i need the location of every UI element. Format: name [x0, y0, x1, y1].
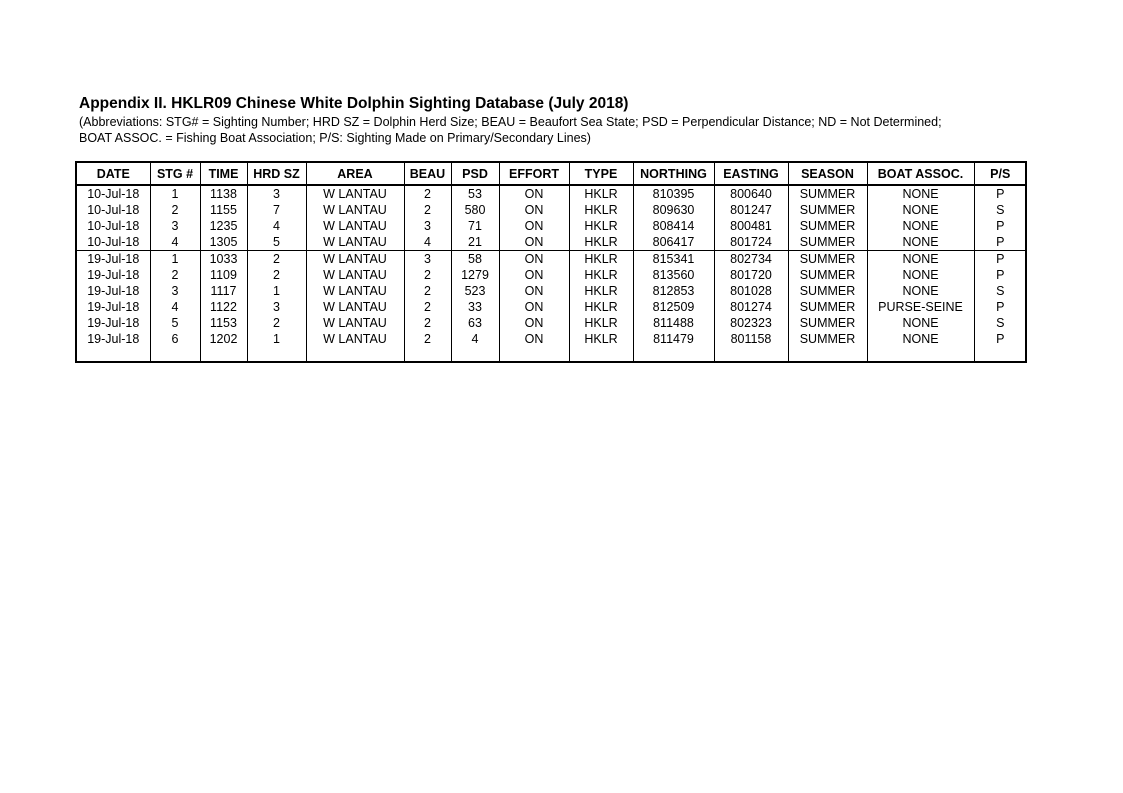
filler-cell — [451, 347, 499, 361]
cell-area: W LANTAU — [306, 267, 404, 283]
cell-stg: 4 — [150, 234, 200, 251]
cell-psd: 63 — [451, 315, 499, 331]
cell-stg: 3 — [150, 218, 200, 234]
cell-herd-size: 3 — [247, 299, 306, 315]
cell-boat-assoc: NONE — [867, 331, 974, 347]
cell-boat-assoc: NONE — [867, 218, 974, 234]
cell-stg: 2 — [150, 202, 200, 218]
column-header-northing: NORTHING — [633, 163, 714, 185]
column-header-boat-assoc: BOAT ASSOC. — [867, 163, 974, 185]
cell-northing: 806417 — [633, 234, 714, 251]
table-row — [77, 283, 1026, 299]
table-body — [77, 185, 1026, 361]
cell-easting: 802323 — [714, 315, 788, 331]
cell-date: 19-Jul-18 — [87, 315, 140, 330]
table-row — [77, 251, 1026, 268]
cell-season: SUMMER — [788, 267, 867, 283]
filler-cell — [788, 347, 867, 361]
cell-boat-assoc: NONE — [867, 234, 974, 251]
filler-cell — [306, 347, 404, 361]
cell-p-s: P — [974, 234, 1026, 251]
table-filler-row — [77, 347, 1026, 361]
table-row — [77, 185, 1026, 202]
cell-stg: 3 — [150, 283, 200, 299]
cell-easting: 801720 — [714, 267, 788, 283]
cell-date: 10-Jul-18 — [87, 234, 140, 249]
cell-northing: 809630 — [633, 202, 714, 218]
cell-psd: 53 — [451, 185, 499, 202]
cell-effort: ON — [499, 185, 569, 202]
cell-boat-assoc: NONE — [867, 185, 974, 202]
cell-p-s: P — [974, 185, 1026, 202]
filler-cell — [77, 347, 150, 361]
sighting-table — [77, 163, 1026, 361]
cell-area: W LANTAU — [306, 315, 404, 331]
cell-time: 1033 — [200, 251, 247, 268]
column-header-type: TYPE — [569, 163, 633, 185]
cell-easting: 801247 — [714, 202, 788, 218]
cell-psd: 4 — [451, 331, 499, 347]
table-row — [77, 267, 1026, 283]
cell-type: HKLR — [569, 331, 633, 347]
cell-area: W LANTAU — [306, 283, 404, 299]
cell-herd-size: 1 — [247, 331, 306, 347]
cell-herd-size: 7 — [247, 202, 306, 218]
cell-stg: 1 — [150, 185, 200, 202]
filler-cell — [714, 347, 788, 361]
filler-cell — [200, 347, 247, 361]
cell-easting: 802734 — [714, 251, 788, 268]
table-row — [77, 218, 1026, 234]
filler-cell — [499, 347, 569, 361]
filler-cell — [867, 347, 974, 361]
cell-time: 1153 — [200, 315, 247, 331]
abbreviations-note-line-1: (Abbreviations: STG# = Sighting Number; HRD SZ = Dolphin Herd Size; BEAU = Beaufort Sea State; PSD = Perpendicular Distance; ND = Not Determined; — [79, 115, 942, 129]
cell-northing: 813560 — [633, 267, 714, 283]
filler-cell — [569, 347, 633, 361]
cell-time: 1202 — [200, 331, 247, 347]
cell-type: HKLR — [569, 283, 633, 299]
cell-easting: 801158 — [714, 331, 788, 347]
cell-effort: ON — [499, 267, 569, 283]
cell-season: SUMMER — [788, 299, 867, 315]
cell-beau: 2 — [404, 299, 451, 315]
cell-time: 1138 — [200, 185, 247, 202]
cell-date: 19-Jul-18 — [87, 331, 140, 346]
cell-type: HKLR — [569, 202, 633, 218]
cell-type: HKLR — [569, 218, 633, 234]
cell-p-s: S — [974, 283, 1026, 299]
cell-herd-size: 1 — [247, 283, 306, 299]
cell-time: 1305 — [200, 234, 247, 251]
cell-p-s: P — [974, 331, 1026, 347]
cell-beau: 4 — [404, 234, 451, 251]
cell-beau: 3 — [404, 251, 451, 268]
cell-boat-assoc: NONE — [867, 251, 974, 268]
cell-type: HKLR — [569, 251, 633, 268]
cell-p-s: P — [974, 251, 1026, 268]
cell-date: 19-Jul-18 — [87, 299, 140, 314]
cell-psd: 33 — [451, 299, 499, 315]
column-header-beau: BEAU — [404, 163, 451, 185]
cell-season: SUMMER — [788, 331, 867, 347]
cell-herd-size: 2 — [247, 315, 306, 331]
cell-date: 10-Jul-18 — [87, 218, 140, 233]
cell-date: 10-Jul-18 — [87, 202, 140, 217]
abbreviations-note-line-2: BOAT ASSOC. = Fishing Boat Association; P/S: Sighting Made on Primary/Secondary Lines) — [79, 131, 591, 145]
cell-season: SUMMER — [788, 315, 867, 331]
cell-season: SUMMER — [788, 251, 867, 268]
cell-time: 1235 — [200, 218, 247, 234]
cell-herd-size: 2 — [247, 267, 306, 283]
column-header-herd-size: HRD SZ — [247, 163, 306, 185]
cell-herd-size: 4 — [247, 218, 306, 234]
cell-psd: 58 — [451, 251, 499, 268]
table-row — [77, 202, 1026, 218]
cell-p-s: P — [974, 218, 1026, 234]
cell-psd: 523 — [451, 283, 499, 299]
column-header-p-s: P/S — [974, 163, 1026, 185]
cell-time: 1122 — [200, 299, 247, 315]
column-header-season: SEASON — [788, 163, 867, 185]
filler-cell — [247, 347, 306, 361]
cell-boat-assoc: NONE — [867, 267, 974, 283]
cell-beau: 3 — [404, 218, 451, 234]
cell-area: W LANTAU — [306, 202, 404, 218]
cell-beau: 2 — [404, 315, 451, 331]
cell-northing: 812853 — [633, 283, 714, 299]
column-header-stg: STG # — [150, 163, 200, 185]
cell-stg: 4 — [150, 299, 200, 315]
cell-easting: 800640 — [714, 185, 788, 202]
cell-type: HKLR — [569, 267, 633, 283]
filler-cell — [404, 347, 451, 361]
table-header-row — [77, 163, 1026, 185]
cell-type: HKLR — [569, 185, 633, 202]
cell-easting: 800481 — [714, 218, 788, 234]
table-row — [77, 331, 1026, 347]
cell-area: W LANTAU — [306, 299, 404, 315]
cell-effort: ON — [499, 331, 569, 347]
cell-beau: 2 — [404, 283, 451, 299]
cell-time: 1117 — [200, 283, 247, 299]
cell-boat-assoc: NONE — [867, 315, 974, 331]
column-header-psd: PSD — [451, 163, 499, 185]
table-row — [77, 315, 1026, 331]
cell-herd-size: 5 — [247, 234, 306, 251]
cell-type: HKLR — [569, 234, 633, 251]
cell-season: SUMMER — [788, 202, 867, 218]
cell-psd: 21 — [451, 234, 499, 251]
cell-boat-assoc: NONE — [867, 283, 974, 299]
cell-boat-assoc: PURSE-SEINE — [867, 299, 974, 315]
cell-area: W LANTAU — [306, 251, 404, 268]
table-row — [77, 299, 1026, 315]
cell-effort: ON — [499, 218, 569, 234]
filler-cell — [974, 347, 1026, 361]
cell-effort: ON — [499, 315, 569, 331]
column-header-easting: EASTING — [714, 163, 788, 185]
cell-northing: 811488 — [633, 315, 714, 331]
cell-stg: 2 — [150, 267, 200, 283]
cell-area: W LANTAU — [306, 185, 404, 202]
cell-p-s: P — [974, 299, 1026, 315]
cell-northing: 811479 — [633, 331, 714, 347]
cell-effort: ON — [499, 202, 569, 218]
cell-time: 1109 — [200, 267, 247, 283]
cell-northing: 815341 — [633, 251, 714, 268]
cell-stg: 1 — [150, 251, 200, 268]
table-row — [77, 234, 1026, 251]
cell-northing: 812509 — [633, 299, 714, 315]
cell-season: SUMMER — [788, 218, 867, 234]
cell-psd: 71 — [451, 218, 499, 234]
cell-herd-size: 3 — [247, 185, 306, 202]
cell-season: SUMMER — [788, 234, 867, 251]
filler-cell — [633, 347, 714, 361]
cell-date: 19-Jul-18 — [87, 283, 140, 298]
cell-p-s: S — [974, 202, 1026, 218]
page-title: Appendix II. HKLR09 Chinese White Dolphin Sighting Database (July 2018) — [79, 95, 629, 112]
cell-effort: ON — [499, 283, 569, 299]
cell-area: W LANTAU — [306, 234, 404, 251]
cell-date: 10-Jul-18 — [87, 186, 140, 201]
cell-area: W LANTAU — [306, 218, 404, 234]
cell-effort: ON — [499, 299, 569, 315]
cell-time: 1155 — [200, 202, 247, 218]
filler-cell — [150, 347, 200, 361]
column-header-area: AREA — [306, 163, 404, 185]
cell-psd: 580 — [451, 202, 499, 218]
cell-p-s: S — [974, 315, 1026, 331]
cell-herd-size: 2 — [247, 251, 306, 268]
sighting-table-frame — [75, 161, 1027, 363]
cell-type: HKLR — [569, 299, 633, 315]
cell-beau: 2 — [404, 331, 451, 347]
cell-p-s: P — [974, 267, 1026, 283]
cell-easting: 801274 — [714, 299, 788, 315]
cell-stg: 5 — [150, 315, 200, 331]
cell-effort: ON — [499, 251, 569, 268]
column-header-time: TIME — [200, 163, 247, 185]
cell-date: 19-Jul-18 — [77, 251, 150, 268]
column-header-effort: EFFORT — [499, 163, 569, 185]
cell-beau: 2 — [404, 267, 451, 283]
cell-effort: ON — [499, 234, 569, 251]
cell-type: HKLR — [569, 315, 633, 331]
cell-beau: 2 — [404, 185, 451, 202]
cell-stg: 6 — [150, 331, 200, 347]
cell-season: SUMMER — [788, 185, 867, 202]
cell-psd: 1279 — [451, 267, 499, 283]
cell-season: SUMMER — [788, 283, 867, 299]
cell-date: 19-Jul-18 — [87, 267, 140, 282]
column-header-date: DATE — [77, 163, 150, 185]
cell-easting: 801028 — [714, 283, 788, 299]
cell-northing: 810395 — [633, 185, 714, 202]
cell-area: W LANTAU — [306, 331, 404, 347]
cell-beau: 2 — [404, 202, 451, 218]
cell-boat-assoc: NONE — [867, 202, 974, 218]
cell-easting: 801724 — [714, 234, 788, 251]
cell-northing: 808414 — [633, 218, 714, 234]
